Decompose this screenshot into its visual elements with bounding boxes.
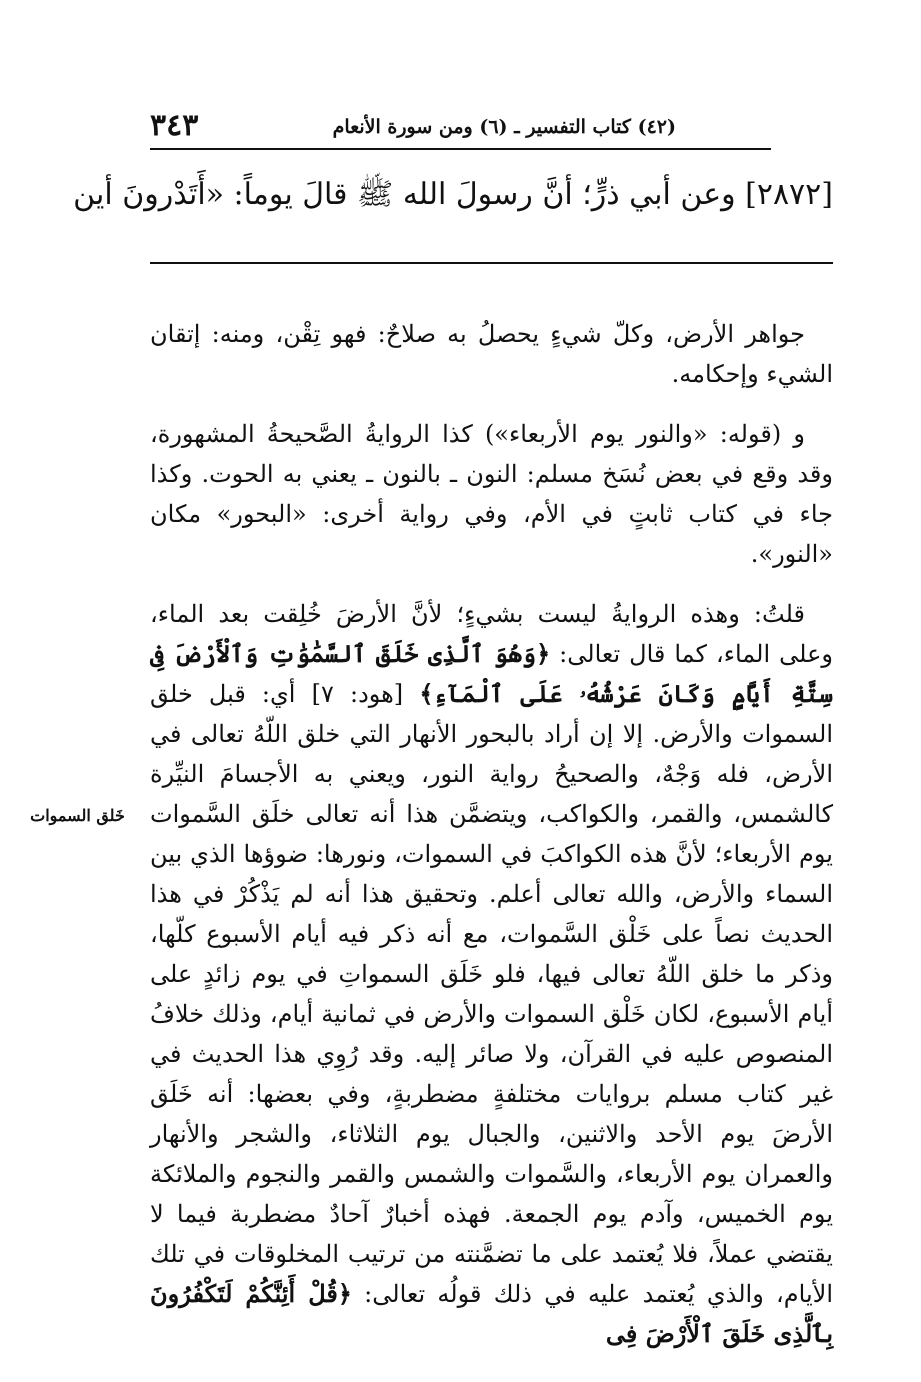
paragraph-text: [هود: ٧] أي: قبل خلق السموات والأرض. إلا إن أراد بالبحور الأنهار التي خلق اللّهُ تعالى في الأرض، فله وَجْهٌ، والصحيحُ رواية النور، ويعني به الأجسامَ النيِّرة كالشمس، والقمر، والكواكب، ويتضمَّن هذا أنه تعالى خلَق السَّموات يوم الأربعاء؛ لأنَّ هذه الكواكبَ في السموات، ونورها: ضوؤها الذي بين السماء والأرض، والله تعالى أعلم. وتحقيق هذا أنه لم يَذْكُرْ في هذا الحديث نصاً على خَلْق السَّموات، مع أنه ذكر فيه أيام الأسبوع كلّها، وذكر ما خلق اللّهُ تعالى فيها، فلو خَلَق السمواتِ في يوم زائدٍ على أيام الأسبوع، لكان خَلْق السموات والأرض في ثمانية أيام، وذلك خلافُ المنصوص عليه في القرآن، ولا صائر إليه. وقد رُوِي هذا الحديث في غير كتاب مسلم بروايات مختلفةٍ مضطربةٍ، وفي بعضها: أنه خَلَق الأرضَ يوم الأحد والاثنين، والجبال يوم الثلاثاء، والشجر والأنهار والعمران يوم الأربعاء، والسَّموات والشمس والقمر والنجوم والملائكة يوم الخميس، وآدم يوم الجمعة. فهذه أخبارٌ آحادٌ مضطربة فيما لا يقتضي عملاً، فلا يُعتمد على ما تضمَّنته من ترتيب المخلوقات في تلك الأيام، والذي يُعتمد عليه في ذلك قولُه تعالى: — [150, 680, 833, 1308]
page-header — [150, 104, 771, 150]
paragraph-itqan: جواهر الأرض، وكلّ شيءٍ يحصلُ به صلاحٌ: فهو تِقْن، ومنه: إتقان الشيء وإحكامه. — [150, 320, 833, 388]
quran-verse: ﴿قُلْ أَئِنَّكُمْ لَتَكْفُرُونَ بِٱلَّذِى خَلَقَ ٱلْأَرْضَ فِى — [150, 1279, 833, 1348]
paragraph-qultu — [150, 594, 833, 1354]
section-divider — [150, 262, 833, 264]
paragraph-riwaya: و (قوله: «والنور يوم الأربعاء») كذا الروايةُ الصَّحيحةُ المشهورة، وقد وقع في بعض نُسَخ مسلم: النون ـ بالنون ـ يعني به الحوت. وكذا جاء في كتاب ثابتٍ في الأم، وفي رواية أخرى: «البحور» مكان «النور». — [150, 420, 833, 568]
running-title: (٤٢) كتاب التفسير ـ (٦) ومن سورة الأنعام — [332, 116, 676, 138]
page-number: ٣٤٣ — [150, 108, 199, 143]
commentary-body — [150, 314, 833, 1354]
paragraph-text: قلتُ: وهذه الروايةُ ليست بشيءٍ؛ لأنَّ الأرضَ خُلِقت بعد الماء، وعلى الماء، كما قال تعالى: — [150, 600, 834, 668]
margin-note: خَلق السموات — [30, 806, 125, 825]
hadith-text: [٢٨٧٢] وعن أبي ذرٍّ؛ أنَّ رسولَ الله ﷺ قالَ يوماً: «أَتَدْرونَ أين — [73, 177, 833, 212]
quran-verse: ﴿وَهُوَ ٱلَّذِى خَلَقَ ٱلسَّمَٰوَٰتِ وَٱلْأَرْضَ فِى سِتَّةِ أَيَّامٍ وَكَانَ عَرْشُهُۥ عَلَى ٱلْمَآءِ﴾ — [150, 639, 834, 708]
